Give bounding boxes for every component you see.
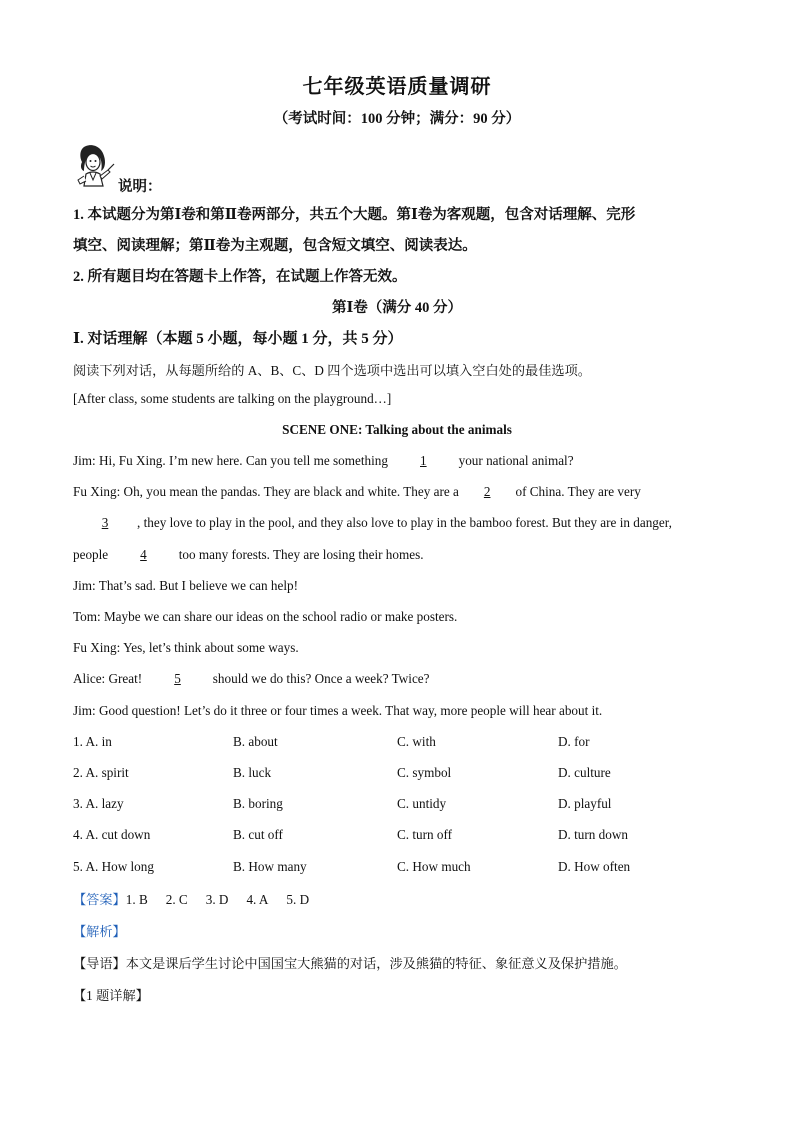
dialogue-line: [73, 484, 641, 500]
option-c: C. untidy: [397, 796, 447, 811]
blank-3: 3: [101, 515, 109, 530]
guide-line: [73, 953, 627, 972]
answer-label: 【答案】: [73, 892, 126, 907]
context-text: [After class, some students are talking on the playground…]: [73, 391, 392, 406]
dialogue-text: Fu Xing: Oh, you mean the pandas. They are black and white. They are a: [73, 484, 463, 499]
option-b: B. cut off: [233, 827, 283, 842]
guide-label: 【导语】: [73, 956, 126, 971]
teacher-illustration-icon: [72, 140, 118, 188]
dialogue-line: [73, 671, 430, 687]
answer-item: 2. C: [165, 892, 188, 907]
blank-5: 5: [174, 671, 181, 686]
blank-1: 1: [420, 453, 427, 468]
dialogue-line: [73, 515, 672, 531]
option-b: B. luck: [233, 765, 272, 780]
option-a: 5. A. How long: [73, 859, 154, 874]
option-a: 1. A. in: [73, 734, 112, 749]
scene-heading: SCENE ONE: Talking about the animals: [282, 422, 512, 437]
answer-line: [73, 889, 327, 908]
dialogue-text: your national animal?: [455, 453, 574, 468]
blank-4: 4: [140, 547, 147, 562]
option-b: B. How many: [233, 859, 307, 874]
instruction-text: 阅读下列对话，从每题所给的 A、B、C、D 四个选项中选出可以填入空白处的最佳选项。: [73, 363, 591, 378]
option-a: 2. A. spirit: [73, 765, 129, 780]
answer-item: 4. A: [246, 892, 269, 907]
option-b: B. boring: [233, 796, 283, 811]
notes-label: 说明：: [118, 179, 162, 195]
dialogue-text: of China. They are very: [512, 484, 641, 499]
option-c: C. symbol: [397, 765, 452, 780]
option-c: C. How much: [397, 859, 471, 874]
option-a: 3. A. lazy: [73, 796, 124, 811]
option-c: C. with: [397, 734, 436, 749]
notes-line-1: 1. 本试题分为第Ⅰ卷和第Ⅱ卷两部分，共五个大题。第Ⅰ卷为客观题，包含对话理解、完形: [73, 207, 636, 223]
dialogue-text: too many forests. They are losing their homes.: [175, 547, 424, 562]
detail-label: 【1 题详解】: [73, 988, 149, 1003]
analysis-label: 【解析】: [73, 924, 126, 939]
notes-line-2: 填空、阅读理解；第Ⅱ卷为主观题，包含短文填空、阅读表达。: [73, 238, 477, 254]
dialogue-line: Jim: Good question! Let’s do it three or four times a week. That way, more people will hear about it.: [73, 703, 603, 718]
dialogue-text: Jim: Hi, Fu Xing. I’m new here. Can you tell me something: [73, 453, 392, 468]
answer-item: 5. D: [286, 892, 310, 907]
option-d: D. playful: [558, 796, 612, 811]
option-row: [73, 796, 713, 814]
answer-item: 1. B: [125, 892, 148, 907]
dialogue-text: should we do this? Once a week? Twice?: [209, 671, 430, 686]
exam-title: 七年级英语质量调研: [302, 76, 492, 98]
notes-line-3: 2. 所有题目均在答题卡上作答，在试题上作答无效。: [73, 269, 407, 285]
dialogue-line: Tom: Maybe we can share our ideas on the school radio or make posters.: [73, 609, 458, 624]
dialogue-text: people: [73, 547, 112, 562]
dialogue-text: Alice: Great!: [73, 671, 146, 686]
blank-2: 2: [483, 484, 491, 499]
answer-item: 3. D: [205, 892, 229, 907]
option-b: B. about: [233, 734, 278, 749]
exam-subtitle: （考试时间：100 分钟；满分：90 分）: [273, 111, 521, 127]
option-d: D. for: [558, 734, 590, 749]
guide-text: 本文是课后学生讨论中国国宝大熊猫的对话，涉及熊猫的特征、象征意义及保护措施。: [125, 956, 627, 971]
option-row: [73, 827, 713, 845]
option-row: [73, 765, 713, 783]
dialogue-text: , they love to play in the pool, and they also love to play in the bamboo forest. But they are in danger,: [137, 515, 672, 530]
dialogue-line: Jim: That’s sad. But I believe we can help!: [73, 578, 298, 593]
option-d: D. turn down: [558, 827, 628, 842]
dialogue-line: [73, 547, 424, 563]
section-title: 第Ⅰ卷（满分 40 分）: [331, 300, 463, 316]
dialogue-line: [73, 453, 574, 469]
option-d: D. culture: [558, 765, 611, 780]
option-row: [73, 734, 713, 752]
option-c: C. turn off: [397, 827, 453, 842]
option-d: D. How often: [558, 859, 631, 874]
option-a: 4. A. cut down: [73, 827, 151, 842]
part-title: Ⅰ. 对话理解（本题 5 小题，每小题 1 分，共 5 分）: [73, 331, 403, 347]
option-row: [73, 859, 713, 877]
dialogue-line: Fu Xing: Yes, let’s think about some ways.: [73, 640, 299, 655]
